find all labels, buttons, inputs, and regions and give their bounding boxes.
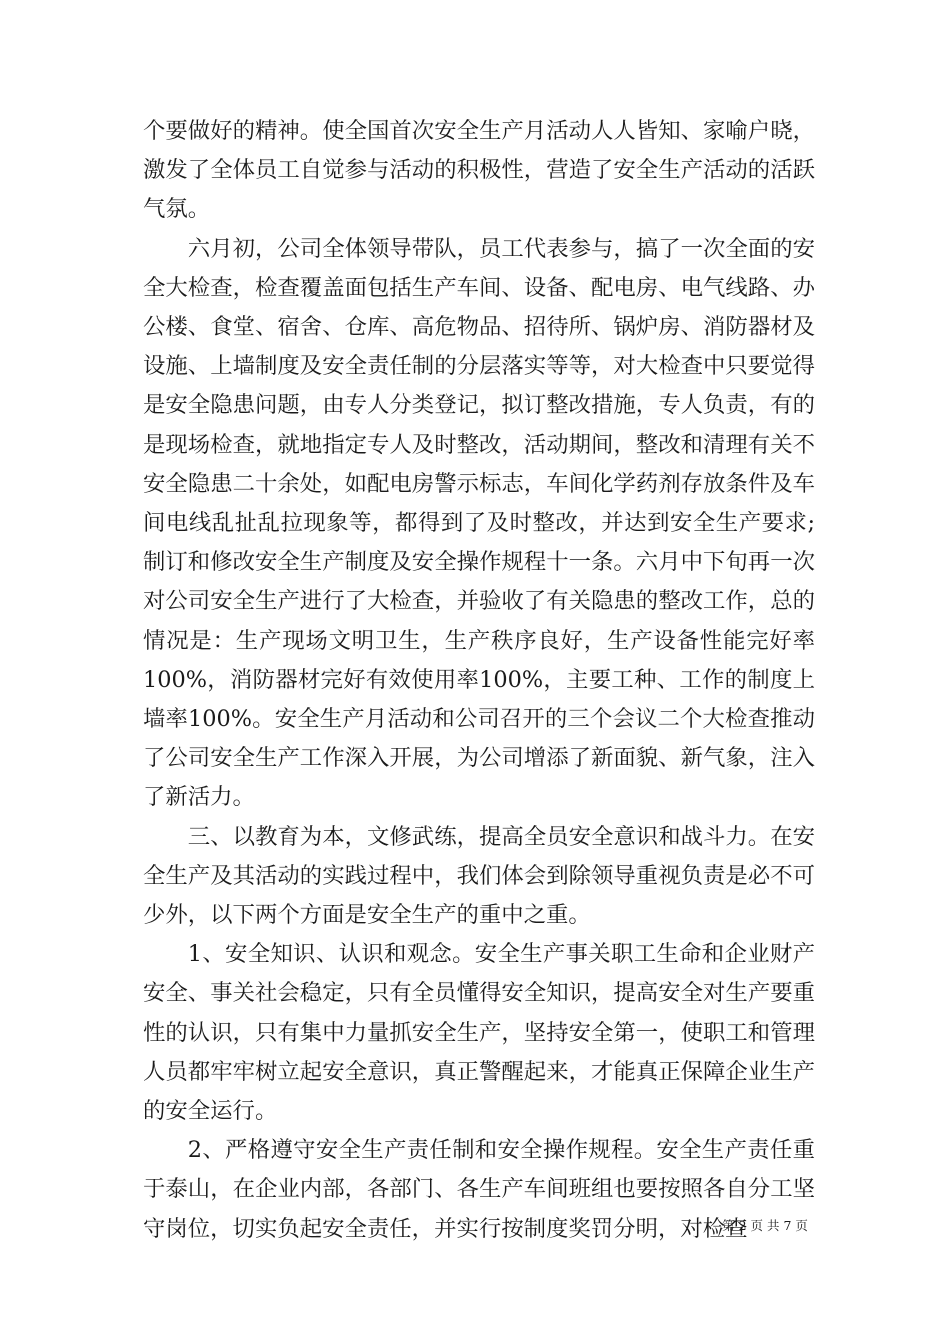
page-footer xyxy=(0,1218,950,1234)
page-number: 第 2 页 共 7 页 xyxy=(722,1218,808,1233)
paragraph-education-section: 三、以教育为本，文修武练，提高全员安全意识和战斗力。在安全生产及其活动的实践过程中，我们体会到除领导重视负责是必不可少外，以下两个方面是安全生产的重中之重。 xyxy=(143,823,815,929)
paragraph-continuation: 个要做好的精神。使全国首次安全生产月活动人人皆知、家喻户晓，激发了全体员工自觉参与活动的积极性，营造了安全生产活动的活跃气氛。 xyxy=(143,118,815,223)
paragraph-june-inspection: 六月初，公司全体领导带队，员工代表参与，搞了一次全面的安全大检查，检查覆盖面包括生产车间、设备、配电房、电气线路、办公楼、食堂、宿舍、仓库、高危物品、招待所、锅炉房、消防器材及设施、上墙制度及安全责任制的分层落实等等，对大检查中只要觉得是安全隐患问题，由专人分类登记，拟订整改措施，专人负责，有的是现场检查，就地指定专人及时整改，活动期间，整改和清理有关不安全隐患二十余处，如配电房警示标志，车间化学药剂存放条件及车间电线乱扯乱拉现象等，都得到了及时整改，并达到安全生产要求;制订和修改安全生产制度及安全操作规程十一条。六月中下旬再一次对公司安全生产进行了大检查，并验收了有关隐患的整改工作，总的情况是：生产现场文明卫生，生产秩序良好，生产设备性能完好率100%，消防器材完好有效使用率100%，主要工种、工作的制度上墙率100%。安全生产月活动和公司召开的三个会议二个大检查推动了公司安全生产工作深入开展，为公司增添了新面貌、新气象，注入了新活力。 xyxy=(143,235,815,811)
document-body xyxy=(143,112,815,1249)
paragraph-item-2: 2、严格遵守安全生产责任制和安全操作规程。安全生产责任重于泰山，在企业内部，各部门、各生产车间班组也要按照各自分工坚守岗位，切实负起安全责任，并实行按制度奖罚分明，对检查 xyxy=(143,1137,815,1242)
paragraph-item-1: 1、安全知识、认识和观念。安全生产事关职工生命和企业财产安全、事关社会稳定，只有全员懂得安全知识，提高安全对生产要重性的认识，只有集中力量抓安全生产，坚持安全第一，使职工和管理人员都牢牢树立起安全意识，真正警醒起来，才能真正保障企业生产的安全运行。 xyxy=(143,941,815,1125)
